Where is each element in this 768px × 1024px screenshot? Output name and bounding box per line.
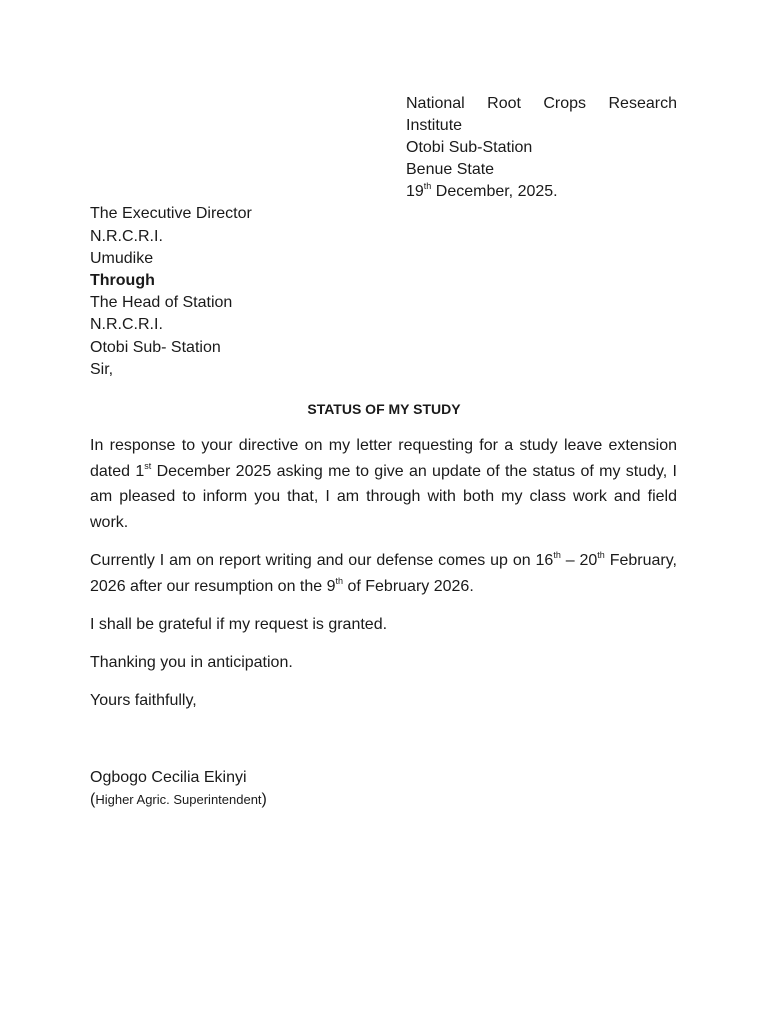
signature-title: (Higher Agric. Superintendent)	[90, 791, 267, 808]
date-rest: December, 2025.	[431, 183, 558, 200]
recipient-line-3: Umudike	[90, 250, 154, 267]
sender-address-line-3: Otobi Sub-Station	[406, 139, 533, 156]
sender-address-line-4: Benue State	[406, 161, 495, 178]
body-paragraph-1: In response to your directive on my letter requesting for a study leave extension dated 1st December 2025 asking me to give an update of the status of my study, I am pleased to inform you that, I am through with both my class work and field work.	[90, 437, 678, 531]
body-paragraph-3: I shall be grateful if my request is granted.	[90, 616, 388, 633]
letter-date	[406, 181, 558, 203]
through-label: Through	[90, 272, 155, 289]
recipient-line-7: Otobi Sub- Station	[90, 339, 221, 356]
date-day: 19	[406, 183, 424, 200]
recipient-line-5: The Head of Station	[90, 294, 233, 311]
signature-name: Ogbogo Cecilia Ekinyi	[90, 769, 247, 786]
date-suffix: th	[423, 181, 432, 191]
recipient-line-2: N.R.C.R.I.	[90, 228, 163, 245]
recipient-line-6: N.R.C.R.I.	[90, 316, 163, 333]
address-word: Research	[608, 95, 677, 112]
address-word: National	[406, 95, 465, 112]
salutation: Sir,	[90, 361, 114, 378]
letter-subject: STATUS OF MY STUDY	[307, 401, 461, 417]
sender-address-line-1	[406, 93, 677, 115]
address-word: Crops	[543, 95, 587, 112]
recipient-line-1: The Executive Director	[90, 205, 252, 222]
sender-address-line-2: Institute	[406, 117, 463, 134]
body-paragraph-2: Currently I am on report writing and our defense comes up on 16th – 20th February, 2026 after our resumption on the 9th of February 2026.	[90, 550, 677, 595]
closing: Yours faithfully,	[90, 692, 197, 709]
address-word: Root	[487, 95, 521, 112]
body-paragraph-4: Thanking you in anticipation.	[90, 654, 293, 671]
